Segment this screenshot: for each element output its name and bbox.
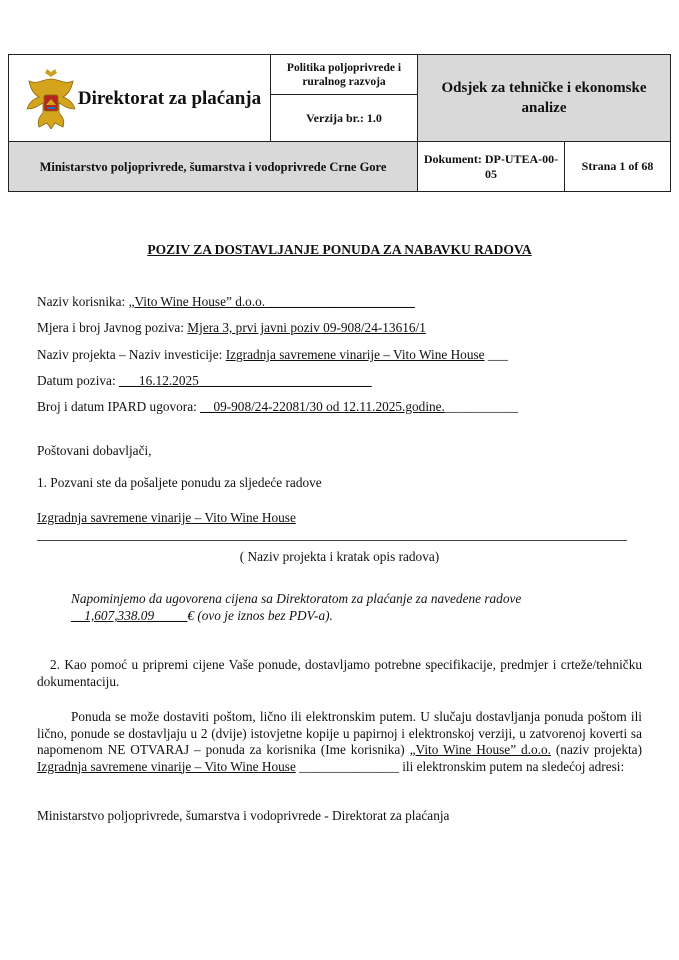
page-indicator: Strana 1 of 68 — [565, 142, 671, 192]
measure-label: Mjera i broj Javnog poziva: — [37, 320, 188, 335]
item-1: 1. Pozvani ste da pošaljete ponudu za sljedeće radove — [37, 475, 322, 490]
measure-line — [37, 320, 426, 336]
ipard-label: Broj i datum IPARD ugovora: — [37, 399, 201, 414]
delivery-project: Izgradnja savremene vinarije – Vito Wine House — [37, 758, 296, 774]
contract-amount: __1,607,338.09_____ — [71, 608, 188, 623]
project-caption: ( Naziv projekta i kratak opis radova) — [239, 549, 440, 564]
version-label: Verzija br.: 1.0 — [271, 95, 418, 142]
ipard-tail: ___________ — [444, 399, 519, 414]
delivery-beneficiary: „Vito Wine House” d.o.o. — [409, 742, 551, 757]
date-value: ___16.12.2025__________________________ — [118, 373, 372, 388]
document-id: Dokument: DP-UTEA-00-05 — [418, 142, 565, 192]
address-line: Ministarstvo poljoprivrede, šumarstva i vodoprivrede - Direktorat za plaćanja — [37, 808, 450, 823]
ministry-label: Ministarstvo poljoprivrede, šumarstva i vodoprivrede Crne Gore — [9, 142, 418, 192]
note-tail: € (ovo je iznos bez PDV-a). — [187, 608, 333, 623]
policy-label: Politika poljoprivrede i ruralnog razvoja — [271, 55, 418, 95]
beneficiary-value: „Vito Wine House” d.o.o. ______________________ — [128, 294, 415, 309]
ipard-value: __09-908/24-22081/30 od 12.11.2025.godine. — [200, 399, 445, 414]
montenegro-coat-of-arms-icon — [25, 69, 77, 129]
date-label: Datum poziva: — [37, 373, 119, 388]
underline-rule — [37, 540, 627, 541]
note-line: Napominjemo da ugovorena cijena sa Direktoratom za plaćanje za navedene radove — [71, 591, 522, 606]
delivery-paragraph — [37, 709, 642, 775]
org-title: Direktorat za plaćanja — [77, 87, 262, 109]
project-name: Izgradnja savremene vinarije – Vito Wine House — [37, 510, 296, 525]
org-title-cell — [9, 55, 271, 142]
item-2: 2. Kao pomoć u pripremi cijene Vaše ponude, dostavljamo potrebne specifikacije, predmjer i crteže/tehničku dokumentaciju. — [37, 657, 642, 689]
beneficiary-line — [37, 294, 415, 310]
project-label: Naziv projekta – Naziv investicije: — [37, 347, 226, 362]
note-amount-line — [71, 608, 333, 624]
delivery-text-1: Ponuda se može dostaviti poštom, lično ili elektronskim putem. U slučaju dostavljanja ponuda poštom ili lično, ponude se dostavljaju u 2 (dvije) istovjetne kopije u papirnoj i elektronskoj verziji, u zatvorenoj koverti sa napomenom NE OTVARAJ – ponuda za korisnika (Ime korisnika) — [37, 709, 642, 757]
document-header-table — [8, 54, 671, 192]
ipard-line — [37, 399, 518, 415]
greeting: Poštovani dobavljači, — [37, 443, 152, 458]
date-line — [37, 373, 372, 389]
delivery-text-2: (naziv projekta) — [550, 742, 642, 757]
project-tail: ___ — [484, 347, 508, 362]
delivery-text-3: _______________ ili elektronskim putem na sledećoj adresi: — [295, 758, 625, 774]
project-value: Izgradnja savremene vinarije – Vito Wine House — [225, 347, 485, 362]
measure-value: Mjera 3, prvi javni poziv 09-908/24-13616/1 — [187, 320, 426, 335]
project-line — [37, 347, 508, 363]
department-label: Odsjek za tehničke i ekonomske analize — [418, 55, 671, 142]
beneficiary-label: Naziv korisnika: — [37, 294, 129, 309]
document-title: POZIV ZA DOSTAVLJANJE PONUDA ZA NABAVKU RADOVA — [147, 242, 532, 257]
